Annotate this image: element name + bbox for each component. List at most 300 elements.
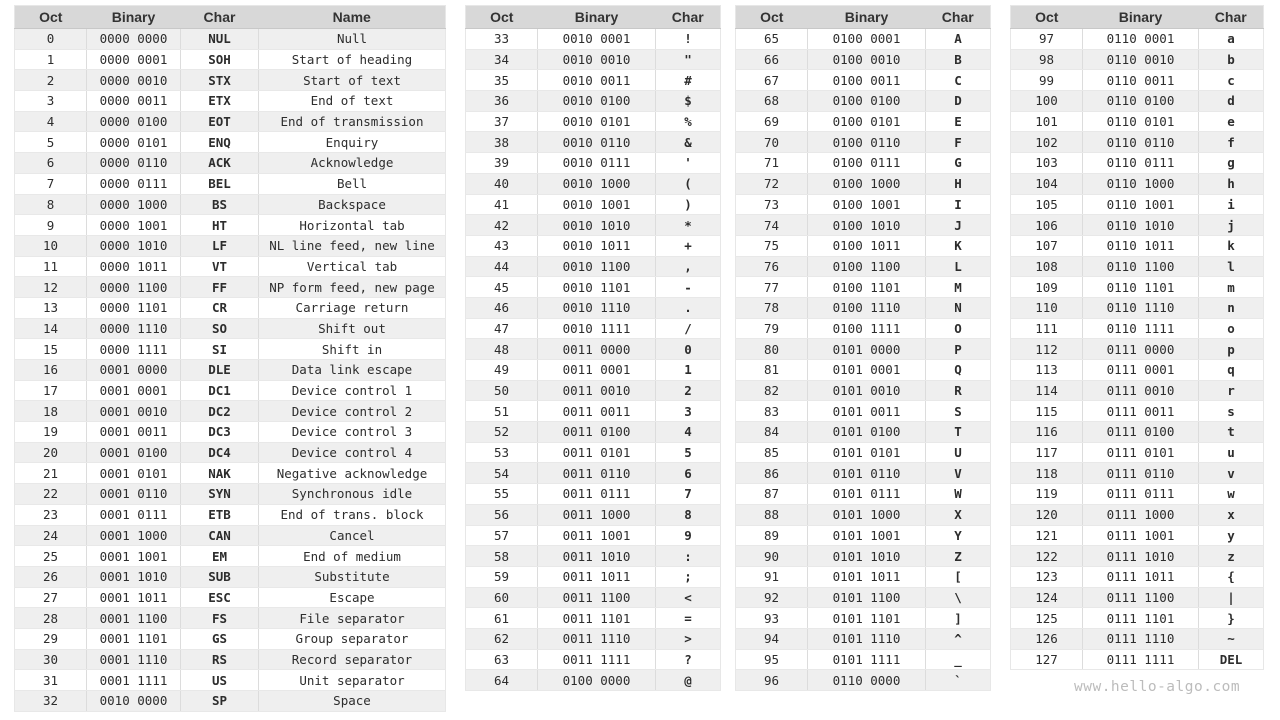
- cell-oct: 116: [1011, 422, 1083, 443]
- cell-char: 5: [656, 442, 721, 463]
- table-row: [15, 277, 446, 298]
- table-row: [15, 463, 446, 484]
- cell-char: 6: [656, 463, 721, 484]
- cell-char: N: [926, 297, 991, 318]
- cell-char: 1: [656, 360, 721, 381]
- table-row: [1011, 360, 1264, 381]
- cell-char: Z: [926, 546, 991, 567]
- cell-oct: 25: [15, 546, 87, 567]
- table-row: [466, 194, 721, 215]
- cell-char: s: [1199, 401, 1264, 422]
- table-row: [1011, 277, 1264, 298]
- cell-binary: 0011 1110: [538, 628, 656, 649]
- cell-oct: 54: [466, 463, 538, 484]
- cell-oct: 88: [736, 504, 808, 525]
- table-row: [466, 153, 721, 174]
- cell-char: c: [1199, 70, 1264, 91]
- cell-oct: 66: [736, 49, 808, 70]
- cell-char: ": [656, 49, 721, 70]
- cell-char: W: [926, 484, 991, 505]
- cell-oct: 68: [736, 91, 808, 112]
- cell-binary: 0010 1110: [538, 297, 656, 318]
- table-row: [736, 318, 991, 339]
- cell-binary: 0001 0010: [87, 401, 181, 422]
- cell-oct: 105: [1011, 194, 1083, 215]
- cell-char: G: [926, 153, 991, 174]
- cell-char: x: [1199, 504, 1264, 525]
- table-row: [1011, 173, 1264, 194]
- cell-oct: 91: [736, 566, 808, 587]
- cell-oct: 7: [15, 173, 87, 194]
- cell-binary: 0000 0010: [87, 70, 181, 91]
- cell-binary: 0101 0111: [808, 484, 926, 505]
- cell-oct: 34: [466, 49, 538, 70]
- table-row: [736, 339, 991, 360]
- cell-binary: 0011 0000: [538, 339, 656, 360]
- cell-oct: 30: [15, 649, 87, 670]
- cell-oct: 114: [1011, 380, 1083, 401]
- cell-oct: 73: [736, 194, 808, 215]
- cell-char: ?: [656, 649, 721, 670]
- cell-oct: 100: [1011, 91, 1083, 112]
- table-row: [736, 608, 991, 629]
- cell-name: Negative acknowledge: [259, 463, 446, 484]
- cell-oct: 39: [466, 153, 538, 174]
- cell-oct: 77: [736, 277, 808, 298]
- cell-binary: 0010 1111: [538, 318, 656, 339]
- cell-oct: 10: [15, 235, 87, 256]
- table-row: [736, 360, 991, 381]
- cell-oct: 99: [1011, 70, 1083, 91]
- cell-oct: 75: [736, 235, 808, 256]
- table-row: [466, 339, 721, 360]
- cell-oct: 40: [466, 173, 538, 194]
- ascii-table-punctuation-digits: [465, 5, 721, 691]
- cell-char: FF: [181, 277, 259, 298]
- cell-binary: 0111 0001: [1083, 360, 1199, 381]
- cell-oct: 58: [466, 546, 538, 567]
- table-row: [1011, 649, 1264, 670]
- cell-binary: 0100 0100: [808, 91, 926, 112]
- cell-char: h: [1199, 173, 1264, 194]
- cell-oct: 80: [736, 339, 808, 360]
- cell-oct: 51: [466, 401, 538, 422]
- cell-binary: 0011 0001: [538, 360, 656, 381]
- cell-binary: 0001 0000: [87, 360, 181, 381]
- cell-binary: 0011 1100: [538, 587, 656, 608]
- cell-oct: 121: [1011, 525, 1083, 546]
- cell-char: US: [181, 670, 259, 691]
- cell-char: b: [1199, 49, 1264, 70]
- cell-name: NP form feed, new page: [259, 277, 446, 298]
- table-row: [15, 504, 446, 525]
- cell-oct: 82: [736, 380, 808, 401]
- cell-name: Device control 4: [259, 442, 446, 463]
- table-row: [466, 29, 721, 50]
- cell-oct: 94: [736, 628, 808, 649]
- table-row: [466, 49, 721, 70]
- table-row: [736, 422, 991, 443]
- cell-oct: 4: [15, 111, 87, 132]
- cell-char: DC4: [181, 442, 259, 463]
- cell-oct: 24: [15, 525, 87, 546]
- table-row: [736, 504, 991, 525]
- cell-oct: 90: [736, 546, 808, 567]
- cell-oct: 84: [736, 422, 808, 443]
- cell-oct: 11: [15, 256, 87, 277]
- cell-char: SP: [181, 691, 259, 712]
- cell-char: NUL: [181, 29, 259, 50]
- cell-char: f: [1199, 132, 1264, 153]
- cell-name: NL line feed, new line: [259, 235, 446, 256]
- cell-name: Device control 2: [259, 401, 446, 422]
- cell-char: Y: [926, 525, 991, 546]
- cell-binary: 0010 1101: [538, 277, 656, 298]
- cell-oct: 61: [466, 608, 538, 629]
- cell-binary: 0100 1110: [808, 297, 926, 318]
- cell-binary: 0111 0011: [1083, 401, 1199, 422]
- cell-binary: 0111 1010: [1083, 546, 1199, 567]
- cell-binary: 0000 1111: [87, 339, 181, 360]
- cell-char: O: [926, 318, 991, 339]
- table-row: [736, 380, 991, 401]
- cell-oct: 9: [15, 215, 87, 236]
- cell-binary: 0100 1011: [808, 235, 926, 256]
- cell-char: 4: [656, 422, 721, 443]
- cell-binary: 0101 0101: [808, 442, 926, 463]
- cell-binary: 0101 1100: [808, 587, 926, 608]
- table-row: [15, 670, 446, 691]
- table-row: [1011, 380, 1264, 401]
- cell-char: ETB: [181, 504, 259, 525]
- cell-name: Synchronous idle: [259, 484, 446, 505]
- cell-binary: 0111 0111: [1083, 484, 1199, 505]
- table-row: [15, 153, 446, 174]
- cell-char: !: [656, 29, 721, 50]
- cell-binary: 0010 0101: [538, 111, 656, 132]
- cell-name: End of text: [259, 91, 446, 112]
- table-row: [1011, 566, 1264, 587]
- table-row: [1011, 194, 1264, 215]
- cell-oct: 22: [15, 484, 87, 505]
- cell-binary: 0111 0000: [1083, 339, 1199, 360]
- cell-char: SO: [181, 318, 259, 339]
- cell-oct: 1: [15, 49, 87, 70]
- cell-binary: 0100 0101: [808, 111, 926, 132]
- cell-binary: 0100 1111: [808, 318, 926, 339]
- table-row: [466, 277, 721, 298]
- cell-char: ]: [926, 608, 991, 629]
- cell-binary: 0001 0111: [87, 504, 181, 525]
- cell-oct: 2: [15, 70, 87, 91]
- cell-oct: 67: [736, 70, 808, 91]
- cell-char: P: [926, 339, 991, 360]
- cell-name: Shift out: [259, 318, 446, 339]
- cell-oct: 52: [466, 422, 538, 443]
- table-row: [466, 256, 721, 277]
- table-row: [15, 566, 446, 587]
- cell-binary: 0010 1011: [538, 235, 656, 256]
- cell-char: DC2: [181, 401, 259, 422]
- cell-oct: 20: [15, 442, 87, 463]
- cell-char: 2: [656, 380, 721, 401]
- cell-char: >: [656, 628, 721, 649]
- cell-oct: 85: [736, 442, 808, 463]
- column-header-name: Name: [259, 6, 446, 29]
- cell-name: Vertical tab: [259, 256, 446, 277]
- cell-char: 8: [656, 504, 721, 525]
- cell-oct: 47: [466, 318, 538, 339]
- cell-oct: 0: [15, 29, 87, 50]
- cell-binary: 0110 0100: [1083, 91, 1199, 112]
- cell-char: L: [926, 256, 991, 277]
- cell-binary: 0011 1101: [538, 608, 656, 629]
- cell-binary: 0010 0100: [538, 91, 656, 112]
- cell-oct: 59: [466, 566, 538, 587]
- table-row: [1011, 546, 1264, 567]
- table-row: [1011, 442, 1264, 463]
- cell-oct: 8: [15, 194, 87, 215]
- cell-name: Acknowledge: [259, 153, 446, 174]
- cell-name: Bell: [259, 173, 446, 194]
- table-row: [1011, 70, 1264, 91]
- cell-char: +: [656, 235, 721, 256]
- cell-char: C: [926, 70, 991, 91]
- cell-char: HT: [181, 215, 259, 236]
- cell-binary: 0101 0110: [808, 463, 926, 484]
- cell-oct: 31: [15, 670, 87, 691]
- cell-char: [: [926, 566, 991, 587]
- cell-char: a: [1199, 29, 1264, 50]
- cell-binary: 0001 0001: [87, 380, 181, 401]
- cell-char: D: [926, 91, 991, 112]
- table-row: [466, 422, 721, 443]
- cell-oct: 38: [466, 132, 538, 153]
- cell-char: ~: [1199, 628, 1264, 649]
- cell-oct: 113: [1011, 360, 1083, 381]
- table-row: [15, 360, 446, 381]
- table-row: [15, 70, 446, 91]
- cell-name: End of trans. block: [259, 504, 446, 525]
- table-row: [15, 173, 446, 194]
- cell-name: Start of text: [259, 70, 446, 91]
- cell-char: r: [1199, 380, 1264, 401]
- table-row: [466, 380, 721, 401]
- cell-char: e: [1199, 111, 1264, 132]
- cell-oct: 118: [1011, 463, 1083, 484]
- cell-name: Enquiry: [259, 132, 446, 153]
- cell-binary: 0011 0010: [538, 380, 656, 401]
- cell-oct: 18: [15, 401, 87, 422]
- table-row: [466, 566, 721, 587]
- cell-oct: 29: [15, 628, 87, 649]
- cell-oct: 49: [466, 360, 538, 381]
- cell-binary: 0110 1100: [1083, 256, 1199, 277]
- cell-char: GS: [181, 628, 259, 649]
- cell-char: STX: [181, 70, 259, 91]
- table-row: [736, 29, 991, 50]
- cell-binary: 0100 1000: [808, 173, 926, 194]
- table-row: [466, 91, 721, 112]
- table-row: [466, 111, 721, 132]
- cell-binary: 0100 0001: [808, 29, 926, 50]
- table-row: [466, 504, 721, 525]
- cell-oct: 111: [1011, 318, 1083, 339]
- table-row: [15, 380, 446, 401]
- table-row: [15, 442, 446, 463]
- cell-oct: 45: [466, 277, 538, 298]
- cell-oct: 42: [466, 215, 538, 236]
- cell-name: Device control 1: [259, 380, 446, 401]
- column-header-binary: Binary: [808, 6, 926, 29]
- cell-binary: 0101 1011: [808, 566, 926, 587]
- table-row: [15, 297, 446, 318]
- cell-oct: 110: [1011, 297, 1083, 318]
- cell-binary: 0011 0011: [538, 401, 656, 422]
- cell-oct: 5: [15, 132, 87, 153]
- cell-binary: 0100 0111: [808, 153, 926, 174]
- table-row: [466, 649, 721, 670]
- cell-name: File separator: [259, 608, 446, 629]
- cell-oct: 64: [466, 670, 538, 691]
- cell-name: Null: [259, 29, 446, 50]
- cell-oct: 16: [15, 360, 87, 381]
- table-row: [15, 339, 446, 360]
- cell-oct: 87: [736, 484, 808, 505]
- cell-binary: 0110 0110: [1083, 132, 1199, 153]
- cell-oct: 50: [466, 380, 538, 401]
- cell-binary: 0100 0000: [538, 670, 656, 691]
- cell-char: n: [1199, 297, 1264, 318]
- cell-oct: 83: [736, 401, 808, 422]
- cell-char: CAN: [181, 525, 259, 546]
- table-row: [1011, 297, 1264, 318]
- cell-binary: 0000 1101: [87, 297, 181, 318]
- cell-char: *: [656, 215, 721, 236]
- table-row: [736, 91, 991, 112]
- table-row: [15, 29, 446, 50]
- cell-char: ENQ: [181, 132, 259, 153]
- cell-binary: 0010 0000: [87, 691, 181, 712]
- cell-char: ETX: [181, 91, 259, 112]
- cell-binary: 0010 0010: [538, 49, 656, 70]
- cell-binary: 0111 1101: [1083, 608, 1199, 629]
- cell-oct: 72: [736, 173, 808, 194]
- table-row: [15, 649, 446, 670]
- cell-binary: 0011 1111: [538, 649, 656, 670]
- column-header-oct: Oct: [1011, 6, 1083, 29]
- cell-binary: 0111 0010: [1083, 380, 1199, 401]
- cell-binary: 0000 0001: [87, 49, 181, 70]
- cell-oct: 124: [1011, 587, 1083, 608]
- cell-char: EM: [181, 546, 259, 567]
- cell-binary: 0010 0001: [538, 29, 656, 50]
- cell-oct: 117: [1011, 442, 1083, 463]
- cell-char: =: [656, 608, 721, 629]
- cell-char: B: [926, 49, 991, 70]
- table-row: [1011, 318, 1264, 339]
- table-row: [15, 691, 446, 712]
- cell-name: End of medium: [259, 546, 446, 567]
- table-row: [466, 318, 721, 339]
- cell-binary: 0000 0100: [87, 111, 181, 132]
- cell-char: z: [1199, 546, 1264, 567]
- cell-oct: 125: [1011, 608, 1083, 629]
- cell-binary: 0001 1111: [87, 670, 181, 691]
- cell-char: DLE: [181, 360, 259, 381]
- cell-binary: 0100 1001: [808, 194, 926, 215]
- cell-char: S: [926, 401, 991, 422]
- table-row: [1011, 525, 1264, 546]
- cell-name: Shift in: [259, 339, 446, 360]
- cell-binary: 0000 1110: [87, 318, 181, 339]
- table-row: [736, 401, 991, 422]
- cell-name: End of transmission: [259, 111, 446, 132]
- cell-oct: 26: [15, 566, 87, 587]
- table-row: [1011, 587, 1264, 608]
- table-header-row: [736, 6, 991, 29]
- table-header-row: [1011, 6, 1264, 29]
- cell-oct: 36: [466, 91, 538, 112]
- cell-char: J: [926, 215, 991, 236]
- table-row: [1011, 504, 1264, 525]
- table-row: [466, 463, 721, 484]
- table-row: [1011, 256, 1264, 277]
- table-row: [466, 297, 721, 318]
- table-row: [1011, 628, 1264, 649]
- cell-binary: 0001 1000: [87, 525, 181, 546]
- cell-name: Device control 3: [259, 422, 446, 443]
- cell-char: d: [1199, 91, 1264, 112]
- table-row: [736, 670, 991, 691]
- cell-char: F: [926, 132, 991, 153]
- cell-oct: 106: [1011, 215, 1083, 236]
- ascii-table-control-chars: [14, 5, 446, 712]
- table-row: [1011, 29, 1264, 50]
- cell-binary: 0000 1100: [87, 277, 181, 298]
- table-row: [736, 111, 991, 132]
- cell-binary: 0100 0010: [808, 49, 926, 70]
- cell-binary: 0111 1110: [1083, 628, 1199, 649]
- cell-char: `: [926, 670, 991, 691]
- table-row: [736, 525, 991, 546]
- table-row: [466, 401, 721, 422]
- table-row: [466, 70, 721, 91]
- cell-binary: 0111 1001: [1083, 525, 1199, 546]
- cell-binary: 0110 1000: [1083, 173, 1199, 194]
- cell-oct: 96: [736, 670, 808, 691]
- table-row: [466, 360, 721, 381]
- cell-oct: 19: [15, 422, 87, 443]
- cell-char: ;: [656, 566, 721, 587]
- cell-oct: 119: [1011, 484, 1083, 505]
- cell-oct: 46: [466, 297, 538, 318]
- table-row: [736, 256, 991, 277]
- cell-oct: 92: [736, 587, 808, 608]
- column-header-char: Char: [926, 6, 991, 29]
- cell-oct: 89: [736, 525, 808, 546]
- cell-binary: 0011 0101: [538, 442, 656, 463]
- table-row: [466, 173, 721, 194]
- cell-name: Backspace: [259, 194, 446, 215]
- table-row: [1011, 111, 1264, 132]
- cell-char: ,: [656, 256, 721, 277]
- cell-binary: 0101 0000: [808, 339, 926, 360]
- table-row: [736, 649, 991, 670]
- cell-binary: 0110 1101: [1083, 277, 1199, 298]
- cell-binary: 0111 0100: [1083, 422, 1199, 443]
- table-header-row: [15, 6, 446, 29]
